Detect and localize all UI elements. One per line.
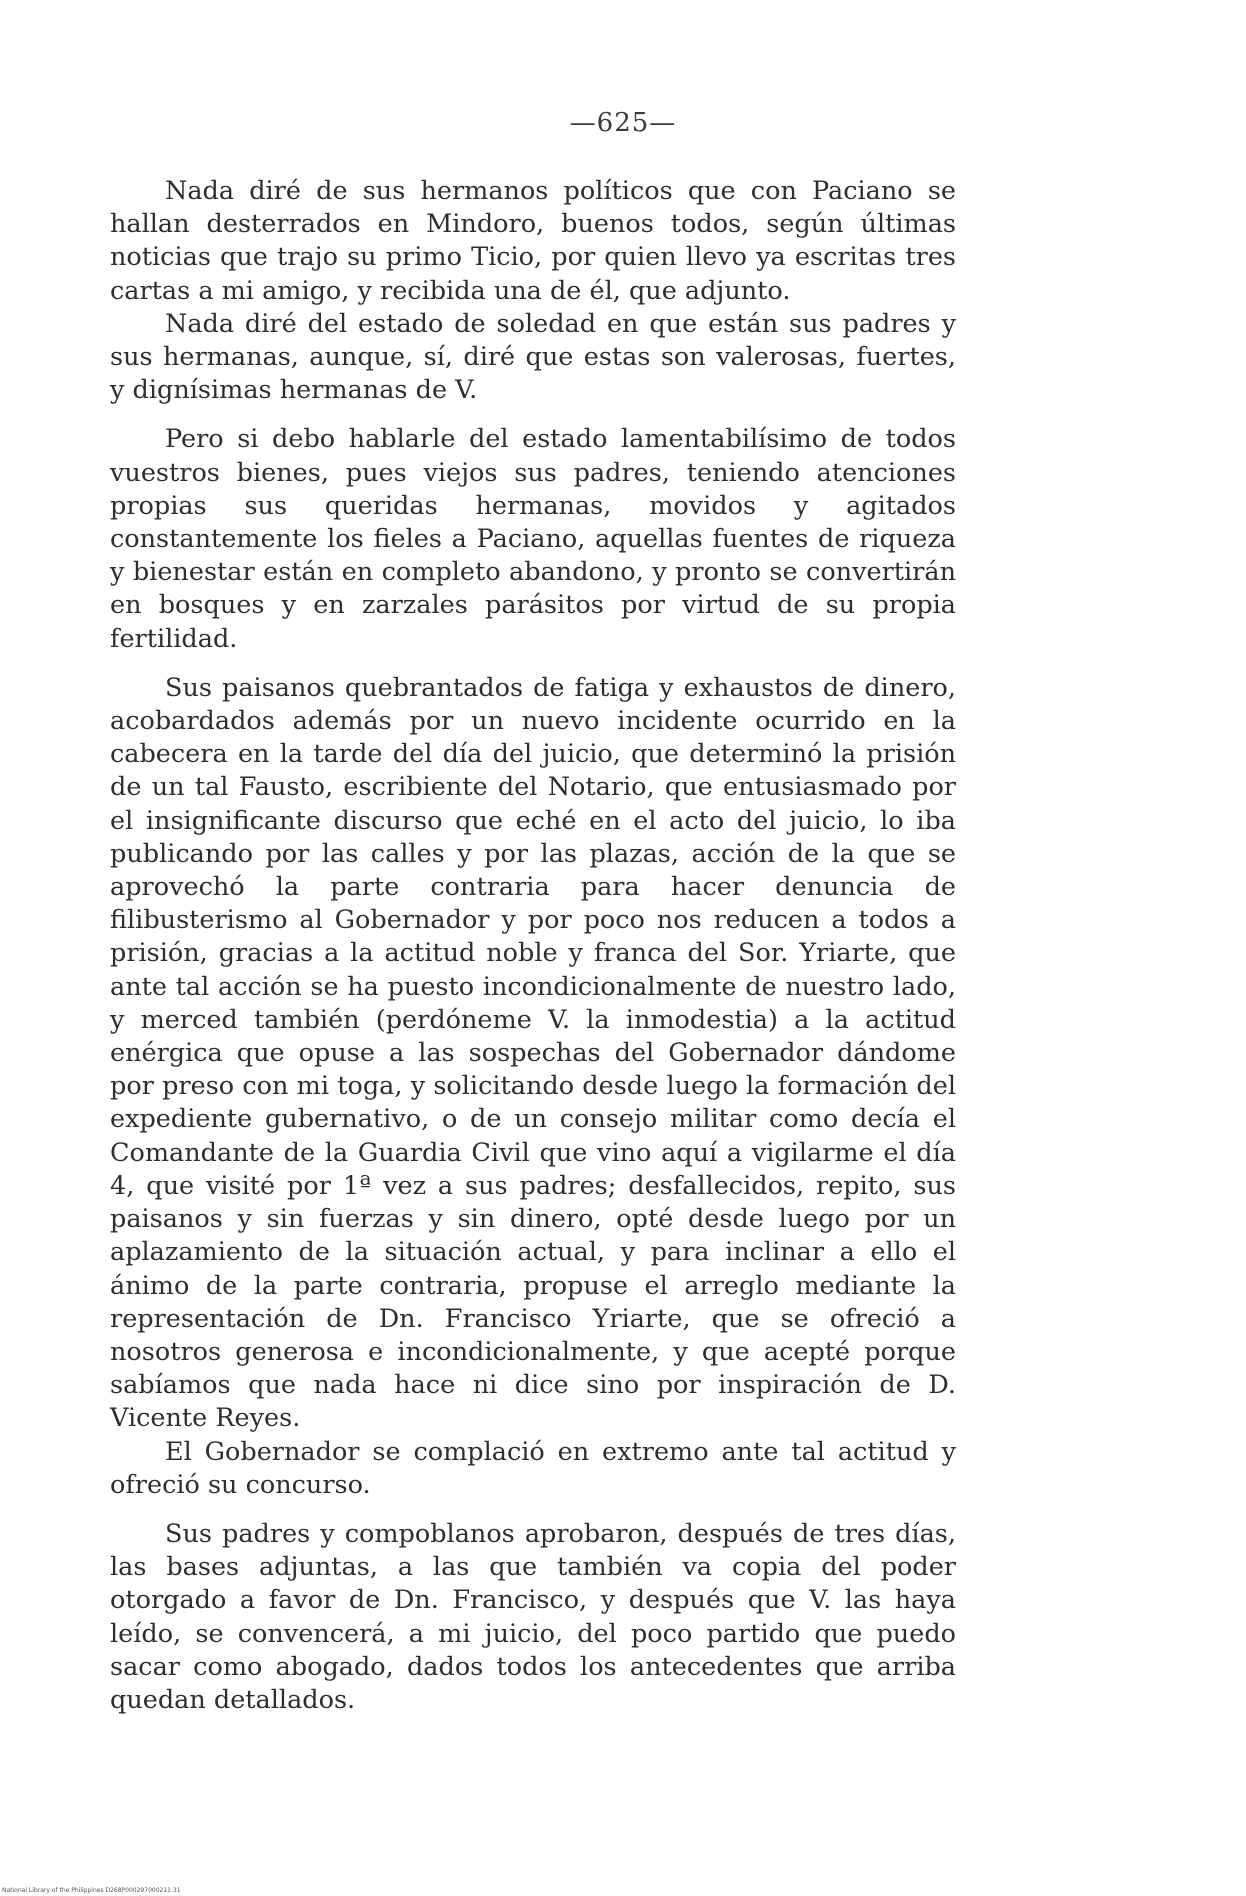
letter-body [110,175,956,1717]
paragraph-4: Sus paisanos quebrantados de fatiga y exhaustos de dinero, acobardados además por un nuevo incidente ocurrido en la cabecera en la tarde del día del juicio, que determinó la prisión de un tal Fausto, escribiente del Notario, que entusiasmado por el insignificante discurso que eché en el acto del juicio, lo iba publicando por las calles y por las plazas, acción de la que se aprovechó la parte contraria para hacer denuncia de filibusterismo al Gobernador y por poco nos reducen a todos a prisión, gracias a la actitud noble y franca del Sor. Yriarte, que ante tal acción se ha puesto incondicionalmente de nuestro lado, y merced también (perdóneme V. la inmodestia) a la actitud enérgica que opuse a las sospechas del Gobernador dándome por preso con mi toga, y solicitando desde luego la formación del expediente gubernativo, o de un consejo militar como decía el Comandante de la Guardia Civil que vino aquí a vigilarme el día 4, que visité por 1ª vez a sus padres; desfallecidos, repito, sus paisanos y sin fuerzas y sin dinero, opté desde luego por un aplazamiento de la situación actual, y para inclinar a ello el ánimo de la parte contraria, propuse el arreglo mediante la representación de Dn. Francisco Yriarte, que se ofreció a nosotros generosa e incondicionalmente, y que acepté porque sabíamos que nada hace ni dice sino por inspiración de D. Vicente Reyes. [110,672,956,1434]
paragraph-1: Nada diré de sus hermanos políticos que con Paciano se hallan desterrados en Mindoro, buenos todos, según últimas noticias que trajo su primo Ticio, por quien llevo ya escritas tres cartas a mi amigo, y recibida una de él, que adjunto. [110,176,956,306]
paragraph-3: Pero si debo hablarle del estado lamentabilísimo de todos vuestros bienes, pues viejos sus padres, teniendo atenciones propias sus queridas hermanas, movidos y agitados constantemente los fieles a Paciano, aquellas fuentes de riqueza y bienestar están en completo abandono, y pronto se convertirán en bosques y en zarzales parásitos por virtud de su propia fertilidad. [110,424,956,654]
page-number: —625— [569,108,677,138]
paragraph-2: Nada diré del estado de soledad en que están sus padres y sus hermanas, aunque, sí, diré que estas son valerosas, fuertes, y dignísimas hermanas de V. [110,308,956,406]
paragraph-6: Sus padres y compoblanos aprobaron, después de tres días, las bases adjuntas, a las que también va copia del poder otorgado a favor de Dn. Francisco, y después que V. las haya leído, se convencerá, a mi juicio, del poco partido que puedo sacar como abogado, dados todos los antecedentes que arriba quedan detallados. [110,1518,956,1715]
scan-credit: National Library of the Philippines D268P000297000211 31 [2,1887,181,1894]
paragraph-5: El Gobernador se complació en extremo ante tal actitud y ofreció su concurso. [110,1436,956,1500]
